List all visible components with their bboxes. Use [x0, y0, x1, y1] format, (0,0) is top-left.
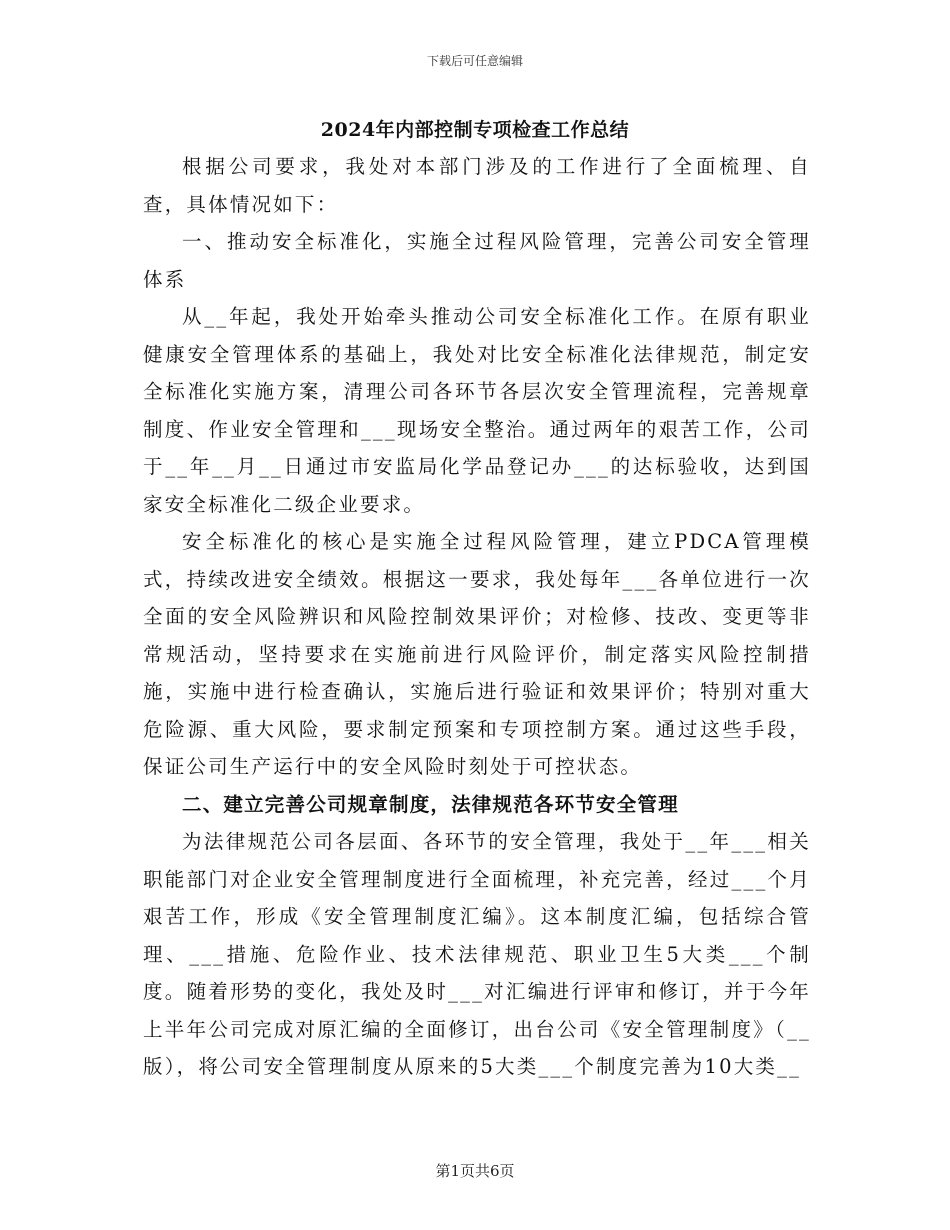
- body-paragraph: 为法律规范公司各层面、各环节的安全管理，我处于__年___相关职能部门对企业安全管理制度进行全面梳理，补充完善，经过___个月艰苦工作，形成《安全管理制度汇编》。这本制度汇编，包括综合管理、___措施、危险作业、技术法律规范、职业卫生5大类___个制度。随着形势的变化，我处及时___对汇编进行评审和修订，并于今年上半年公司完成对原汇编的全面修订，出台公司《安全管理制度》（__版），将公司安全管理制度从原来的5大类___个制度完善为10大类__: [143, 830, 811, 1078]
- document-title: 2024年内部控制专项检查工作总结: [320, 119, 630, 141]
- section-one-heading: 一、推动安全标准化，实施全过程风险管理，完善公司安全管理体系: [143, 230, 811, 291]
- document-body: [143, 148, 811, 1086]
- body-paragraph: 从__年起，我处开始牵头推动公司安全标准化工作。在原有职业健康安全管理体系的基础上，我处对比安全标准化法律规范，制定安全标准化实施方案，清理公司各环节各层次安全管理流程，完善规章制度、作业安全管理和___现场安全整治。通过两年的艰苦工作，公司于__年__月__日通过市安监局化学品登记办___的达标验收，达到国家安全标准化二级企业要求。: [143, 305, 811, 516]
- section-two-heading: 二、建立完善公司规章制度，法律规范各环节安全管理: [182, 792, 679, 816]
- header-note: 下载后可任意编辑: [426, 54, 523, 68]
- intro-paragraph: 根据公司要求，我处对本部门涉及的工作进行了全面梳理、自查，具体情况如下：: [143, 155, 811, 216]
- body-paragraph: 安全标准化的核心是实施全过程风险管理，建立PDCA管理模式，持续改进安全绩效。根据这一要求，我处每年___各单位进行一次全面的安全风险辨识和风险控制效果评价；对检修、技改、变更等非常规活动，坚持要求在实施前进行风险评价，制定落实风险控制措施，实施中进行检查确认，实施后进行验证和效果评价；特别对重大危险源、重大风险，要求制定预案和专项控制方案。通过这些手段，保证公司生产运行中的安全风险时刻处于可控状态。: [143, 530, 811, 778]
- page-number-footer: 第1页共6页: [435, 1162, 515, 1180]
